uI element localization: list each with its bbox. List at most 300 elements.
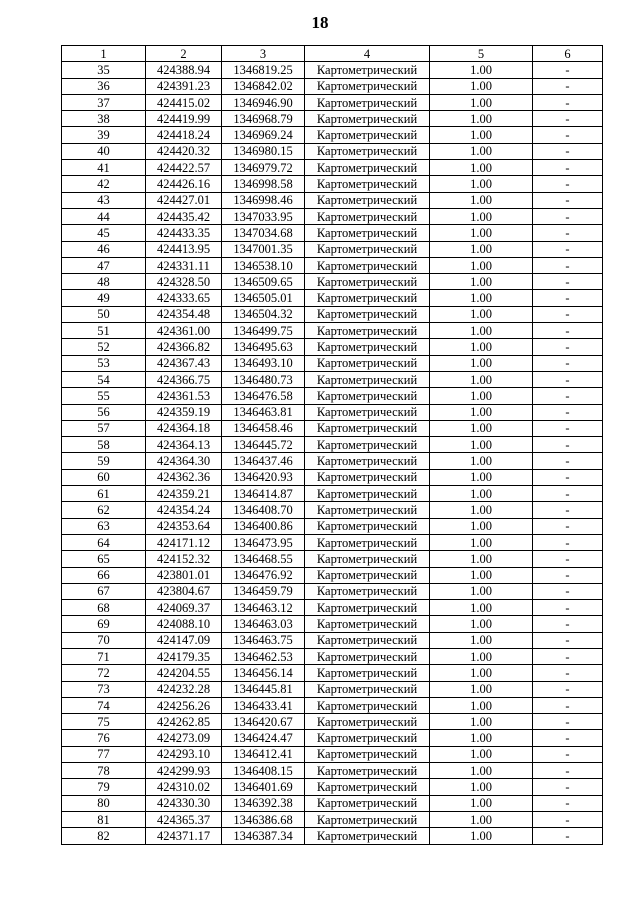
method-cell: Картометрический: [305, 388, 430, 404]
method-cell: Картометрический: [305, 355, 430, 371]
coordinate-y-cell: 1346480.73: [222, 371, 305, 387]
note-cell: -: [533, 534, 603, 550]
point-number-cell: 68: [62, 600, 146, 616]
point-number-cell: 53: [62, 355, 146, 371]
note-cell: -: [533, 62, 603, 78]
method-cell: Картометрический: [305, 420, 430, 436]
table-row: [62, 355, 603, 371]
coordinate-y-cell: 1346476.92: [222, 567, 305, 583]
note-cell: -: [533, 111, 603, 127]
coordinate-x-cell: 423801.01: [146, 567, 222, 583]
point-number-cell: 37: [62, 94, 146, 110]
coordinate-y-cell: 1346463.12: [222, 600, 305, 616]
method-cell: Картометрический: [305, 274, 430, 290]
table-row: [62, 730, 603, 746]
coordinate-y-cell: 1346463.03: [222, 616, 305, 632]
point-number-cell: 52: [62, 339, 146, 355]
note-cell: -: [533, 143, 603, 159]
coordinate-y-cell: 1346400.86: [222, 518, 305, 534]
coordinate-y-cell: 1346420.93: [222, 469, 305, 485]
coordinate-x-cell: 424364.18: [146, 420, 222, 436]
coordinate-x-cell: 424310.02: [146, 779, 222, 795]
coordinate-x-cell: 424262.85: [146, 714, 222, 730]
coordinate-x-cell: 424088.10: [146, 616, 222, 632]
method-cell: Картометрический: [305, 534, 430, 550]
table-row: [62, 795, 603, 811]
coordinate-y-cell: 1346946.90: [222, 94, 305, 110]
coordinate-x-cell: 424328.50: [146, 274, 222, 290]
note-cell: -: [533, 779, 603, 795]
table-row: [62, 518, 603, 534]
table-row: [62, 746, 603, 762]
table-row: [62, 143, 603, 159]
point-number-cell: 72: [62, 665, 146, 681]
accuracy-cell: 1.00: [430, 583, 533, 599]
accuracy-cell: 1.00: [430, 730, 533, 746]
coordinate-y-cell: 1346458.46: [222, 420, 305, 436]
table-row: [62, 94, 603, 110]
method-cell: Картометрический: [305, 94, 430, 110]
accuracy-cell: 1.00: [430, 746, 533, 762]
coordinate-x-cell: 424152.32: [146, 551, 222, 567]
point-number-cell: 65: [62, 551, 146, 567]
point-number-cell: 74: [62, 697, 146, 713]
method-cell: Картометрический: [305, 306, 430, 322]
accuracy-cell: 1.00: [430, 143, 533, 159]
point-number-cell: 71: [62, 648, 146, 664]
note-cell: -: [533, 225, 603, 241]
note-cell: -: [533, 274, 603, 290]
note-cell: -: [533, 290, 603, 306]
coordinate-x-cell: 424422.57: [146, 160, 222, 176]
point-number-cell: 36: [62, 78, 146, 94]
accuracy-cell: 1.00: [430, 632, 533, 648]
note-cell: -: [533, 404, 603, 420]
coordinate-x-cell: 424420.32: [146, 143, 222, 159]
method-cell: Картометрический: [305, 763, 430, 779]
note-cell: -: [533, 94, 603, 110]
coordinate-y-cell: 1346493.10: [222, 355, 305, 371]
coordinate-y-cell: 1346424.47: [222, 730, 305, 746]
coordinate-y-cell: 1346468.55: [222, 551, 305, 567]
note-cell: -: [533, 828, 603, 844]
accuracy-cell: 1.00: [430, 323, 533, 339]
accuracy-cell: 1.00: [430, 176, 533, 192]
coordinate-x-cell: 423804.67: [146, 583, 222, 599]
method-cell: Картометрический: [305, 62, 430, 78]
method-cell: Картометрический: [305, 648, 430, 664]
table-row: [62, 616, 603, 632]
coordinate-x-cell: 424364.13: [146, 437, 222, 453]
note-cell: -: [533, 257, 603, 273]
method-cell: Картометрический: [305, 437, 430, 453]
method-cell: Картометрический: [305, 502, 430, 518]
point-number-cell: 63: [62, 518, 146, 534]
note-cell: -: [533, 811, 603, 827]
method-cell: Картометрический: [305, 697, 430, 713]
coordinate-x-cell: 424171.12: [146, 534, 222, 550]
accuracy-cell: 1.00: [430, 257, 533, 273]
table-row: [62, 648, 603, 664]
point-number-cell: 55: [62, 388, 146, 404]
method-cell: Картометрический: [305, 208, 430, 224]
point-number-cell: 75: [62, 714, 146, 730]
point-number-cell: 43: [62, 192, 146, 208]
method-cell: Картометрический: [305, 127, 430, 143]
point-number-cell: 69: [62, 616, 146, 632]
note-cell: -: [533, 665, 603, 681]
coordinate-x-cell: 424256.26: [146, 697, 222, 713]
table-row: [62, 339, 603, 355]
table-row: [62, 225, 603, 241]
point-number-cell: 67: [62, 583, 146, 599]
coordinate-y-cell: 1346538.10: [222, 257, 305, 273]
method-cell: Картометрический: [305, 339, 430, 355]
coordinate-x-cell: 424427.01: [146, 192, 222, 208]
page-number: 18: [311, 13, 329, 32]
point-number-cell: 35: [62, 62, 146, 78]
method-cell: Картометрический: [305, 225, 430, 241]
method-cell: Картометрический: [305, 323, 430, 339]
method-cell: Картометрический: [305, 632, 430, 648]
coordinate-x-cell: 424147.09: [146, 632, 222, 648]
method-cell: Картометрический: [305, 143, 430, 159]
coordinate-y-cell: 1346969.24: [222, 127, 305, 143]
coordinate-y-cell: 1346408.70: [222, 502, 305, 518]
point-number-cell: 70: [62, 632, 146, 648]
method-cell: Картометрический: [305, 714, 430, 730]
note-cell: -: [533, 323, 603, 339]
table-row: [62, 697, 603, 713]
point-number-cell: 46: [62, 241, 146, 257]
note-cell: -: [533, 420, 603, 436]
note-cell: -: [533, 388, 603, 404]
accuracy-cell: 1.00: [430, 469, 533, 485]
coordinate-x-cell: 424418.24: [146, 127, 222, 143]
method-cell: Картометрический: [305, 404, 430, 420]
coordinate-y-cell: 1346842.02: [222, 78, 305, 94]
note-cell: -: [533, 469, 603, 485]
method-cell: Картометрический: [305, 486, 430, 502]
coordinate-y-cell: 1347034.68: [222, 225, 305, 241]
point-number-cell: 76: [62, 730, 146, 746]
coordinate-x-cell: 424365.37: [146, 811, 222, 827]
point-number-cell: 45: [62, 225, 146, 241]
table-row: [62, 306, 603, 322]
point-number-cell: 54: [62, 371, 146, 387]
table-row: [62, 714, 603, 730]
accuracy-cell: 1.00: [430, 78, 533, 94]
coordinate-y-cell: 1346387.34: [222, 828, 305, 844]
note-cell: -: [533, 371, 603, 387]
point-number-cell: 81: [62, 811, 146, 827]
table-row: [62, 420, 603, 436]
coordinate-x-cell: 424069.37: [146, 600, 222, 616]
coordinate-x-cell: 424413.95: [146, 241, 222, 257]
method-cell: Картометрический: [305, 518, 430, 534]
method-cell: Картометрический: [305, 78, 430, 94]
table-row: [62, 469, 603, 485]
coordinate-x-cell: 424433.35: [146, 225, 222, 241]
coordinate-x-cell: 424391.23: [146, 78, 222, 94]
note-cell: -: [533, 730, 603, 746]
note-cell: -: [533, 648, 603, 664]
point-number-cell: 41: [62, 160, 146, 176]
coordinate-y-cell: 1346459.79: [222, 583, 305, 599]
coordinate-y-cell: 1347001.35: [222, 241, 305, 257]
column-header-1: 1: [62, 46, 146, 62]
note-cell: -: [533, 551, 603, 567]
coordinate-x-cell: 424426.16: [146, 176, 222, 192]
point-number-cell: 39: [62, 127, 146, 143]
point-number-cell: 51: [62, 323, 146, 339]
accuracy-cell: 1.00: [430, 388, 533, 404]
point-number-cell: 48: [62, 274, 146, 290]
table-row: [62, 534, 603, 550]
table-row: [62, 257, 603, 273]
accuracy-cell: 1.00: [430, 795, 533, 811]
method-cell: Картометрический: [305, 746, 430, 762]
note-cell: -: [533, 567, 603, 583]
accuracy-cell: 1.00: [430, 127, 533, 143]
accuracy-cell: 1.00: [430, 600, 533, 616]
coordinate-x-cell: 424361.53: [146, 388, 222, 404]
table-row: [62, 551, 603, 567]
coordinate-y-cell: 1346412.41: [222, 746, 305, 762]
table-row: [62, 453, 603, 469]
coordinate-y-cell: 1346437.46: [222, 453, 305, 469]
note-cell: -: [533, 583, 603, 599]
accuracy-cell: 1.00: [430, 306, 533, 322]
note-cell: -: [533, 697, 603, 713]
point-number-cell: 56: [62, 404, 146, 420]
table-row: [62, 388, 603, 404]
coordinate-y-cell: 1346456.14: [222, 665, 305, 681]
method-cell: Картометрический: [305, 681, 430, 697]
coordinate-x-cell: 424333.65: [146, 290, 222, 306]
coordinate-x-cell: 424179.35: [146, 648, 222, 664]
method-cell: Картометрический: [305, 192, 430, 208]
coordinate-x-cell: 424362.36: [146, 469, 222, 485]
point-number-cell: 58: [62, 437, 146, 453]
coordinate-x-cell: 424330.30: [146, 795, 222, 811]
accuracy-cell: 1.00: [430, 828, 533, 844]
coordinate-y-cell: 1346819.25: [222, 62, 305, 78]
point-number-cell: 57: [62, 420, 146, 436]
method-cell: Картометрический: [305, 469, 430, 485]
accuracy-cell: 1.00: [430, 779, 533, 795]
accuracy-cell: 1.00: [430, 763, 533, 779]
note-cell: -: [533, 681, 603, 697]
table-row: [62, 486, 603, 502]
accuracy-cell: 1.00: [430, 811, 533, 827]
coordinates-table: [61, 45, 603, 845]
coordinate-x-cell: 424367.43: [146, 355, 222, 371]
note-cell: -: [533, 306, 603, 322]
coordinate-x-cell: 424371.17: [146, 828, 222, 844]
coordinate-x-cell: 424293.10: [146, 746, 222, 762]
note-cell: -: [533, 453, 603, 469]
table-row: [62, 502, 603, 518]
note-cell: -: [533, 600, 603, 616]
coordinate-y-cell: 1346505.01: [222, 290, 305, 306]
method-cell: Картометрический: [305, 453, 430, 469]
method-cell: Картометрический: [305, 795, 430, 811]
coordinate-x-cell: 424299.93: [146, 763, 222, 779]
coordinate-y-cell: 1346499.75: [222, 323, 305, 339]
note-cell: -: [533, 355, 603, 371]
table-row: [62, 241, 603, 257]
column-header-2: 2: [146, 46, 222, 62]
table-row: [62, 779, 603, 795]
table-row: [62, 763, 603, 779]
coordinate-y-cell: 1346392.38: [222, 795, 305, 811]
accuracy-cell: 1.00: [430, 534, 533, 550]
note-cell: -: [533, 502, 603, 518]
note-cell: -: [533, 518, 603, 534]
method-cell: Картометрический: [305, 811, 430, 827]
coordinate-y-cell: 1346979.72: [222, 160, 305, 176]
coordinate-x-cell: 424359.21: [146, 486, 222, 502]
table-row: [62, 111, 603, 127]
coordinate-y-cell: 1347033.95: [222, 208, 305, 224]
note-cell: -: [533, 78, 603, 94]
coordinate-y-cell: 1346445.72: [222, 437, 305, 453]
table-row: [62, 665, 603, 681]
table-row: [62, 567, 603, 583]
coordinate-x-cell: 424353.64: [146, 518, 222, 534]
accuracy-cell: 1.00: [430, 420, 533, 436]
accuracy-cell: 1.00: [430, 518, 533, 534]
table-row: [62, 127, 603, 143]
coordinate-x-cell: 424232.28: [146, 681, 222, 697]
point-number-cell: 40: [62, 143, 146, 159]
point-number-cell: 42: [62, 176, 146, 192]
method-cell: Картометрический: [305, 600, 430, 616]
note-cell: -: [533, 795, 603, 811]
coordinate-y-cell: 1346504.32: [222, 306, 305, 322]
table-row: [62, 437, 603, 453]
point-number-cell: 49: [62, 290, 146, 306]
note-cell: -: [533, 486, 603, 502]
accuracy-cell: 1.00: [430, 714, 533, 730]
point-number-cell: 64: [62, 534, 146, 550]
coordinate-x-cell: 424359.19: [146, 404, 222, 420]
note-cell: -: [533, 763, 603, 779]
accuracy-cell: 1.00: [430, 681, 533, 697]
method-cell: Картометрический: [305, 290, 430, 306]
point-number-cell: 79: [62, 779, 146, 795]
accuracy-cell: 1.00: [430, 94, 533, 110]
coordinate-y-cell: 1346420.67: [222, 714, 305, 730]
accuracy-cell: 1.00: [430, 241, 533, 257]
coordinate-x-cell: 424354.24: [146, 502, 222, 518]
coordinate-y-cell: 1346463.75: [222, 632, 305, 648]
table-row: [62, 192, 603, 208]
method-cell: Картометрический: [305, 241, 430, 257]
point-number-cell: 62: [62, 502, 146, 518]
column-header-3: 3: [222, 46, 305, 62]
coordinate-y-cell: 1346473.95: [222, 534, 305, 550]
note-cell: -: [533, 176, 603, 192]
table-row: [62, 371, 603, 387]
header-row: [62, 46, 603, 62]
column-header-6: 6: [533, 46, 603, 62]
table-row: [62, 583, 603, 599]
method-cell: Картометрический: [305, 730, 430, 746]
note-cell: -: [533, 192, 603, 208]
table-row: [62, 160, 603, 176]
coordinate-y-cell: 1346401.69: [222, 779, 305, 795]
accuracy-cell: 1.00: [430, 453, 533, 469]
table-row: [62, 600, 603, 616]
accuracy-cell: 1.00: [430, 339, 533, 355]
note-cell: -: [533, 616, 603, 632]
coordinate-y-cell: 1346445.81: [222, 681, 305, 697]
note-cell: -: [533, 127, 603, 143]
note-cell: -: [533, 339, 603, 355]
accuracy-cell: 1.00: [430, 648, 533, 664]
method-cell: Картометрический: [305, 111, 430, 127]
note-cell: -: [533, 241, 603, 257]
method-cell: Картометрический: [305, 583, 430, 599]
method-cell: Картометрический: [305, 257, 430, 273]
table-row: [62, 274, 603, 290]
accuracy-cell: 1.00: [430, 404, 533, 420]
accuracy-cell: 1.00: [430, 160, 533, 176]
accuracy-cell: 1.00: [430, 355, 533, 371]
coordinate-x-cell: 424435.42: [146, 208, 222, 224]
coordinate-y-cell: 1346414.87: [222, 486, 305, 502]
accuracy-cell: 1.00: [430, 502, 533, 518]
table-row: [62, 404, 603, 420]
coordinate-x-cell: 424415.02: [146, 94, 222, 110]
method-cell: Картометрический: [305, 779, 430, 795]
note-cell: -: [533, 437, 603, 453]
coordinate-x-cell: 424419.99: [146, 111, 222, 127]
table-row: [62, 176, 603, 192]
point-number-cell: 44: [62, 208, 146, 224]
point-number-cell: 50: [62, 306, 146, 322]
method-cell: Картометрический: [305, 371, 430, 387]
note-cell: -: [533, 208, 603, 224]
point-number-cell: 66: [62, 567, 146, 583]
coordinate-y-cell: 1346998.46: [222, 192, 305, 208]
accuracy-cell: 1.00: [430, 437, 533, 453]
column-header-4: 4: [305, 46, 430, 62]
table-row: [62, 632, 603, 648]
accuracy-cell: 1.00: [430, 192, 533, 208]
method-cell: Картометрический: [305, 828, 430, 844]
coordinate-x-cell: 424388.94: [146, 62, 222, 78]
coordinate-y-cell: 1346980.15: [222, 143, 305, 159]
coordinate-y-cell: 1346476.58: [222, 388, 305, 404]
method-cell: Картометрический: [305, 160, 430, 176]
coordinate-x-cell: 424273.09: [146, 730, 222, 746]
coordinate-y-cell: 1346509.65: [222, 274, 305, 290]
point-number-cell: 73: [62, 681, 146, 697]
note-cell: -: [533, 632, 603, 648]
coordinate-x-cell: 424354.48: [146, 306, 222, 322]
method-cell: Картометрический: [305, 616, 430, 632]
note-cell: -: [533, 746, 603, 762]
accuracy-cell: 1.00: [430, 567, 533, 583]
coordinate-x-cell: 424366.75: [146, 371, 222, 387]
point-number-cell: 47: [62, 257, 146, 273]
point-number-cell: 82: [62, 828, 146, 844]
coordinate-y-cell: 1346462.53: [222, 648, 305, 664]
point-number-cell: 61: [62, 486, 146, 502]
